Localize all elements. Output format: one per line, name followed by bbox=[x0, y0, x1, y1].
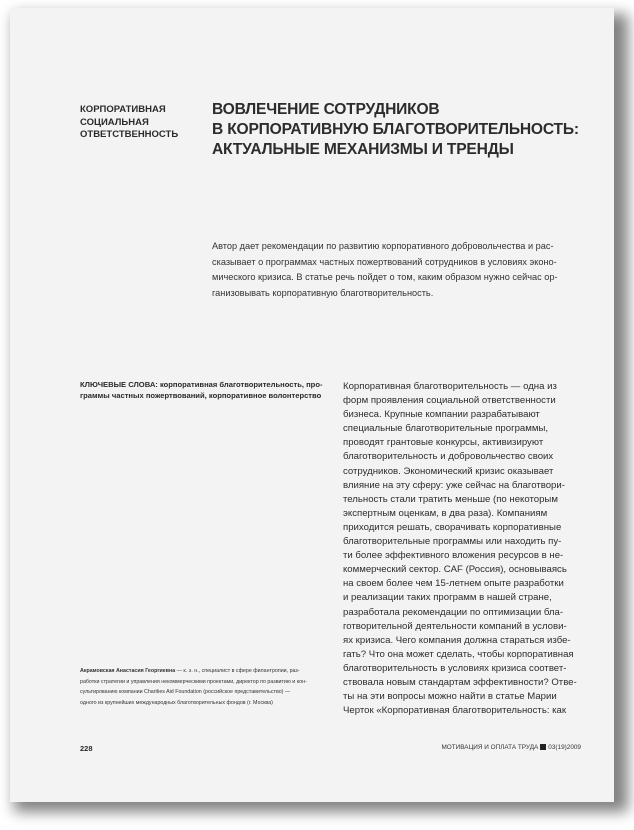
abstract-line: мического кризиса. В статье речь пойдет о том, каким образом нужно сейчас ор- bbox=[212, 272, 558, 282]
article-title bbox=[212, 100, 607, 160]
author-line: сультированию компании Charities Aid Foundation (российское представительство) — bbox=[80, 689, 291, 695]
body-line: благотворительные программы или находить пу- bbox=[343, 536, 562, 548]
section-label-line: КОРПОРАТИВНАЯ bbox=[80, 104, 166, 115]
body-line: форм проявления социальной ответственности bbox=[343, 395, 556, 407]
body-line: сотрудников. Экономический кризис оказывает bbox=[343, 465, 554, 477]
author-line bbox=[80, 666, 335, 677]
body-line: ты на эти вопросы можно найти в статье Марии bbox=[343, 691, 557, 703]
page-number: 228 bbox=[80, 744, 93, 753]
author-line: одного из крупнейших международных благотворительных фондов (г. Москва) bbox=[80, 699, 273, 706]
body-line: гать? Что она может сделать, чтобы корпоративная bbox=[343, 648, 574, 660]
body-line: тельность стали тратить меньше (по некоторым bbox=[343, 493, 558, 505]
keywords-line: граммы частных пожертвований, корпоративное волонтерство bbox=[80, 391, 322, 400]
body-line: разработала рекомендации по оптимизации бла- bbox=[343, 606, 564, 618]
author-note bbox=[80, 666, 335, 708]
body-line: бизнеса. Крупные компании разрабатывают bbox=[343, 409, 540, 421]
body-line: и реализации таких программ в нашей стране, bbox=[343, 592, 552, 604]
title-line: АКТУАЛЬНЫЕ МЕХАНИЗМЫ И ТРЕНДЫ bbox=[212, 141, 514, 158]
body-line: на своем более чем 15-летнем опыте разработки bbox=[343, 578, 564, 590]
body-line: коммерческий сектор. CAF (Россия), основываясь bbox=[343, 564, 567, 576]
body-text bbox=[343, 380, 605, 718]
author-line-rest: — к. э. н., специалист в сфере филантропии, раз- bbox=[175, 668, 300, 674]
body-line: Корпоративная благотворительность — одна из bbox=[343, 381, 557, 392]
body-line: проводят грантовые конкурсы, активизируют bbox=[343, 437, 544, 449]
body-line: Черток «Корпоративная благотворительность: как bbox=[343, 705, 567, 717]
body-line: приходится решать, сворачивать корпоративные bbox=[343, 521, 562, 533]
issue-number: 03(19)2009 bbox=[548, 744, 581, 751]
body-line: благотворительность в условиях кризиса соответ- bbox=[343, 662, 567, 674]
body-line: ях кризиса. Чего компания должна стараться избе- bbox=[343, 634, 571, 646]
body-line: ствовала новым стандартам эффективности? Отве- bbox=[343, 676, 577, 688]
author-line: работки стратегии и управления некоммерческими проектами, директор по развитию и кон- bbox=[80, 678, 307, 685]
section-label bbox=[80, 104, 200, 142]
body-line: экспертным оценкам, в два раза). Компаниям bbox=[343, 507, 548, 519]
title-line: В КОРПОРАТИВНУЮ БЛАГОТВОРИТЕЛЬНОСТЬ: bbox=[212, 121, 579, 138]
abstract-line: сказывает о программах частных пожертвований сотрудников в условиях эконо- bbox=[212, 256, 557, 267]
abstract-line: ганизовывать корпоративную благотворительность. bbox=[212, 287, 434, 298]
keywords bbox=[80, 379, 335, 401]
document-page bbox=[10, 8, 614, 802]
abstract-line: Автор дает рекомендации по развитию корпоративного добровольчества и рас- bbox=[212, 241, 554, 251]
keywords-line: КЛЮЧЕВЫЕ СЛОВА: корпоративная благотворительность, про- bbox=[80, 380, 323, 389]
section-label-line: СОЦИАЛЬНАЯ bbox=[80, 116, 149, 128]
square-separator-icon bbox=[540, 744, 546, 750]
journal-name: МОТИВАЦИЯ И ОПЛАТА ТРУДА bbox=[441, 744, 539, 751]
abstract bbox=[212, 239, 602, 301]
footer-journal bbox=[441, 744, 581, 751]
body-line: готворительной деятельности компаний в услови- bbox=[343, 620, 567, 632]
body-line: специальные благотворительные программы, bbox=[343, 423, 549, 435]
title-line: ВОВЛЕЧЕНИЕ СОТРУДНИКОВ bbox=[212, 101, 440, 118]
section-label-line: ОТВЕТСТВЕННОСТЬ bbox=[80, 129, 179, 140]
author-name: Акрамовская Анастасия Георгиевна bbox=[80, 668, 176, 674]
body-line: ти более эффективного вложения ресурсов в не- bbox=[343, 550, 564, 562]
body-line: благотворительность и добровольчество своих bbox=[343, 451, 554, 463]
body-line: влияние на эту сферу: уже сейчас на благотвори- bbox=[343, 479, 565, 491]
